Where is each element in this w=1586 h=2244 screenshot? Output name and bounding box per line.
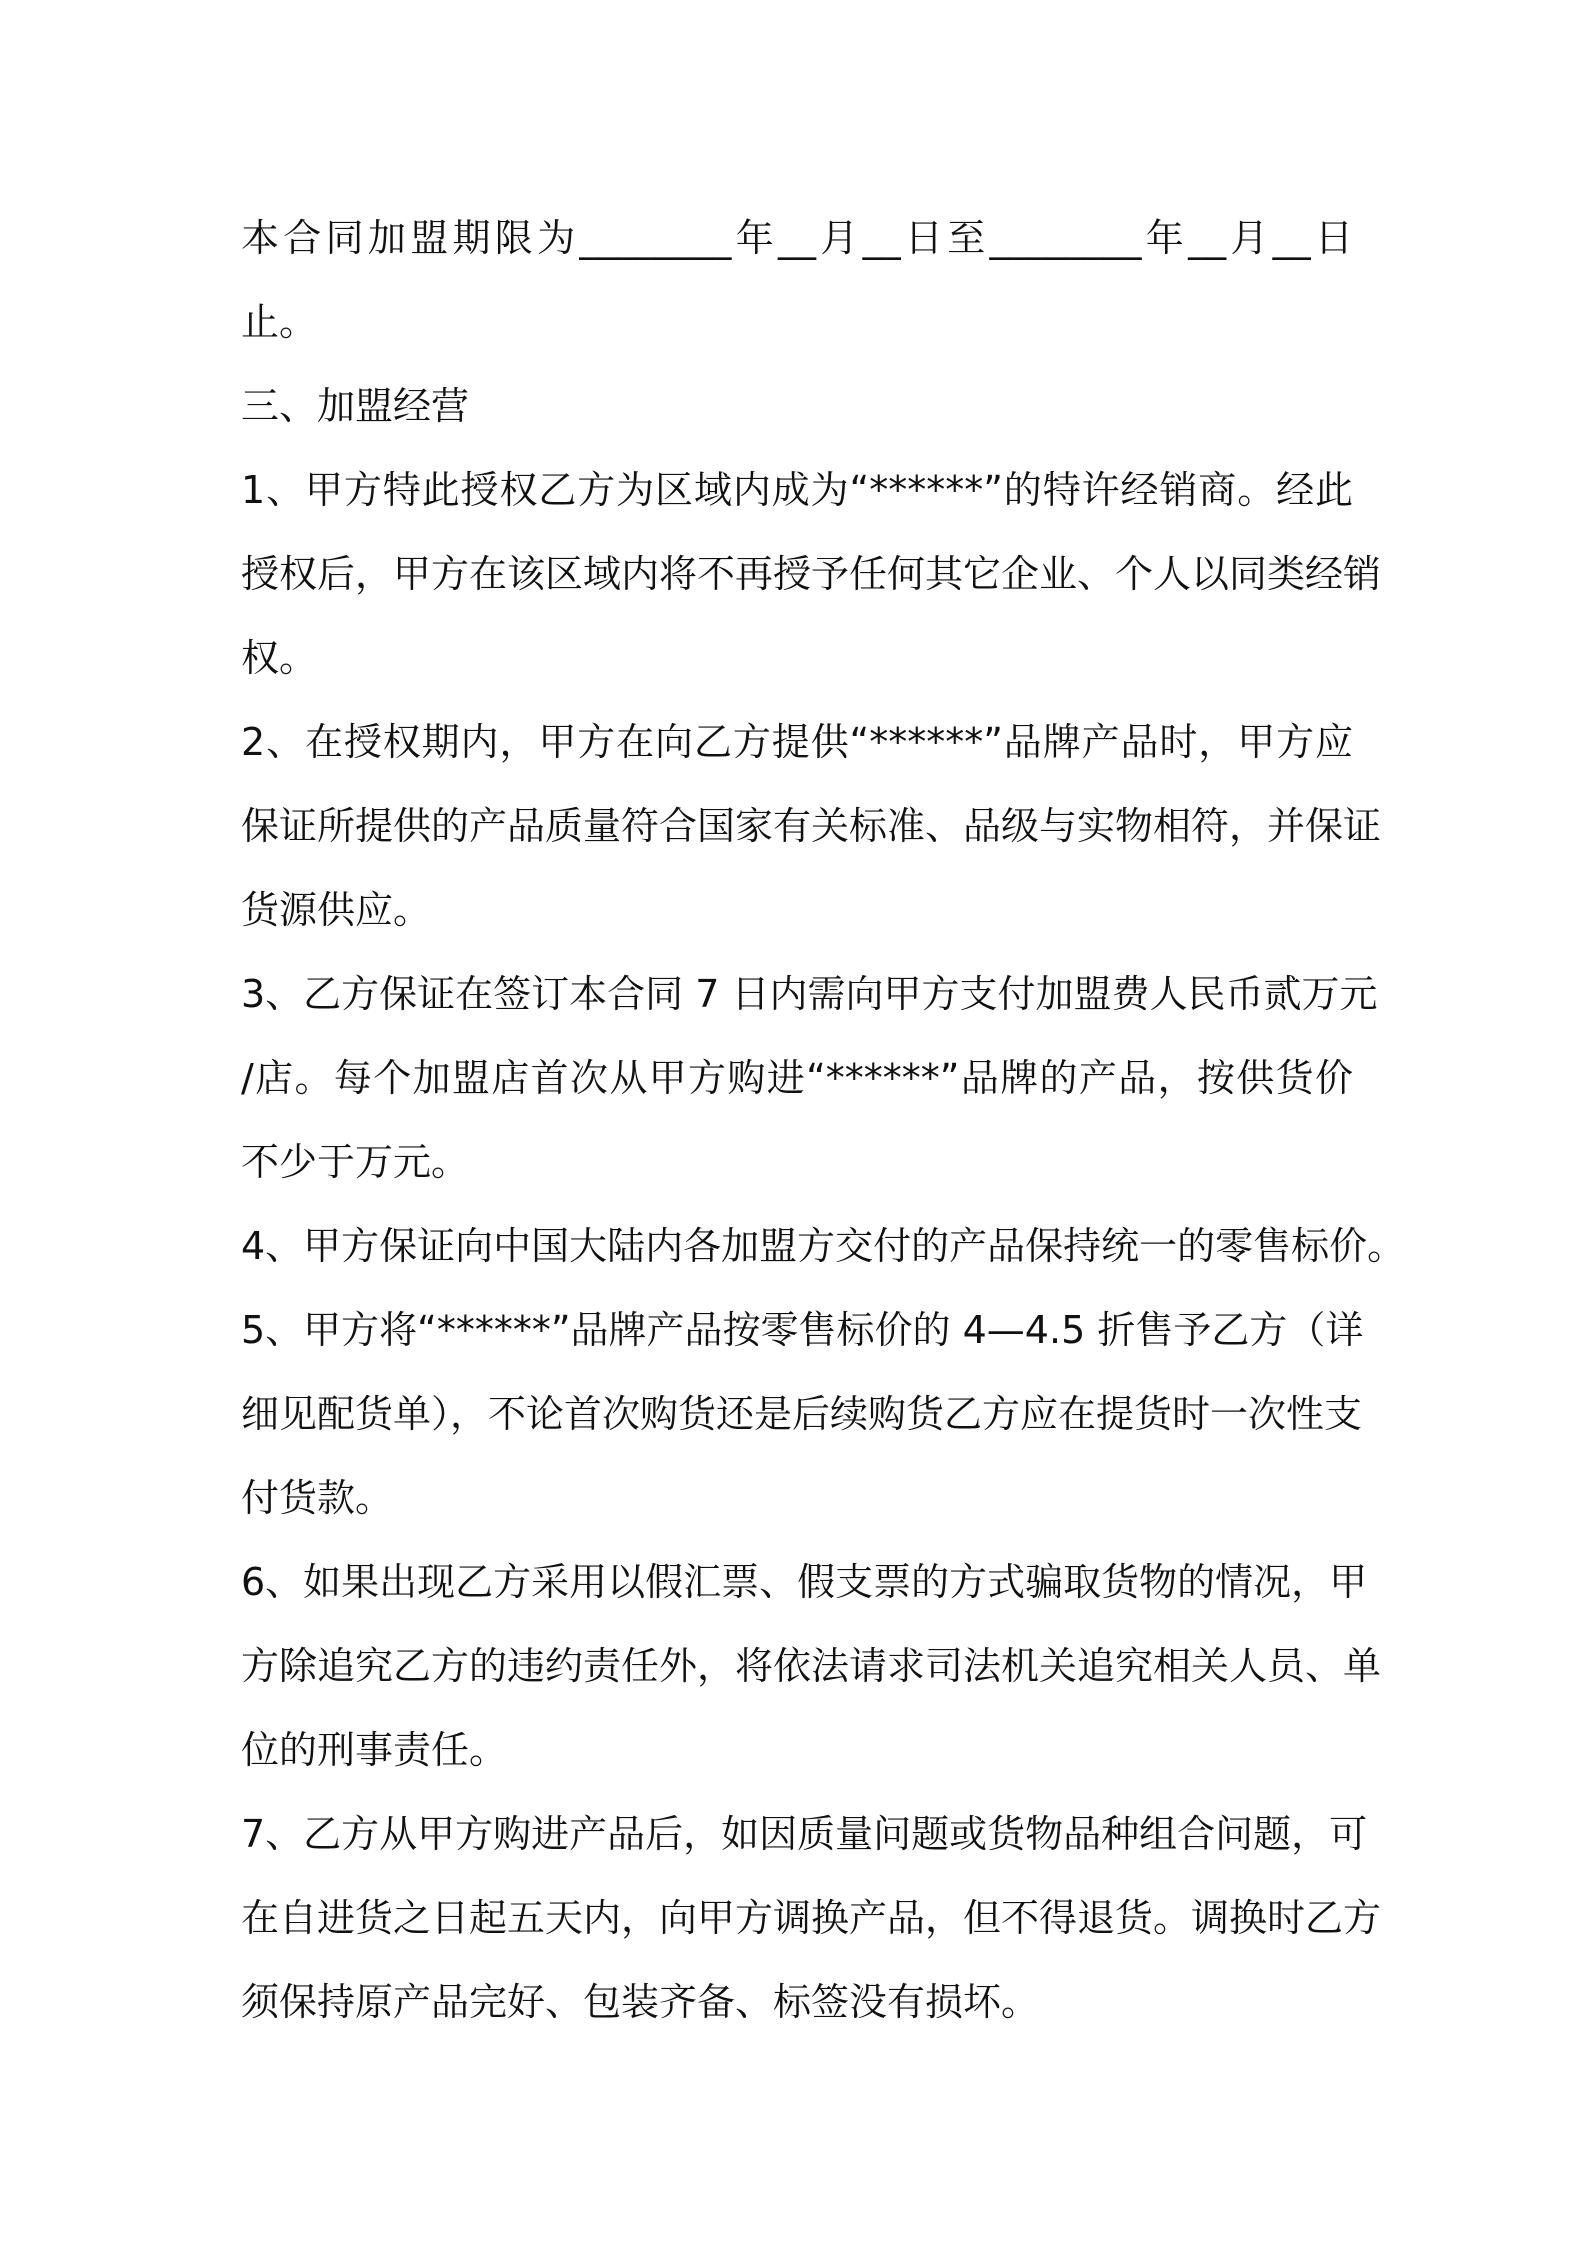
section-heading — [241, 364, 1353, 448]
text-line: /店。每个加盟店首次从甲方购进“******”品牌的产品，按供货价 — [241, 1056, 1353, 1100]
clause-1 — [241, 448, 1382, 700]
clause-2 — [241, 700, 1382, 952]
contract-page — [241, 196, 1406, 2044]
text-line: 止。 — [241, 300, 318, 344]
text-line: 货源供应。 — [241, 888, 432, 932]
text-line: 不少于万元。 — [241, 1140, 470, 1184]
text-line: 2、在授权期内，甲方在向乙方提供“******”品牌产品时，甲方应 — [241, 720, 1353, 764]
text-line: 细见配货单），不论首次购货还是后续购货乙方应在提货时一次性支 — [241, 1392, 1363, 1436]
text-line: 付货款。 — [241, 1476, 394, 1520]
text-line: 在自进货之日起五天内，向甲方调换产品，但不得退货。调换时乙方 — [241, 1896, 1382, 1940]
clause-3 — [241, 952, 1378, 1204]
text-line: 授权后，甲方在该区域内将不再授予任何其它企业、个人以同类经销 — [241, 552, 1382, 596]
clause-5 — [241, 1288, 1364, 1540]
text-line: 4、甲方保证向中国大陆内各加盟方交付的产品保持统一的零售标价。 — [241, 1224, 1406, 1268]
paragraph-term — [241, 196, 1353, 364]
text-line: 保证所提供的产品质量符合国家有关标准、品级与实物相符，并保证 — [241, 804, 1382, 848]
text-line: 权。 — [241, 636, 318, 680]
clause-4 — [241, 1204, 1406, 1288]
text-line: 三、加盟经营 — [241, 384, 470, 428]
clause-7 — [241, 1792, 1382, 2044]
text-line: 5、甲方将“******”品牌产品按零售标价的 4—4.5 折售予乙方（详 — [241, 1308, 1364, 1352]
text-line: 方除追究乙方的违约责任外，将依法请求司法机关追究相关人员、单 — [241, 1644, 1382, 1688]
clause-6 — [241, 1540, 1382, 1792]
text-line: 7、乙方从甲方购进产品后，如因质量问题或货物品种组合问题，可 — [241, 1812, 1368, 1856]
text-line: 3、乙方保证在签订本合同 7 日内需向甲方支付加盟费人民币贰万元 — [241, 972, 1378, 1016]
text-line: 本合同加盟期限为________年__月__日至________年__月__日 — [241, 216, 1353, 260]
text-line: 6、如果出现乙方采用以假汇票、假支票的方式骗取货物的情况，甲 — [241, 1560, 1368, 1604]
text-line: 1、甲方特此授权乙方为区域内成为“******”的特许经销商。经此 — [241, 468, 1353, 512]
text-line: 位的刑事责任。 — [241, 1728, 508, 1772]
text-line: 须保持原产品完好、包装齐备、标签没有损坏。 — [241, 1980, 1040, 2024]
